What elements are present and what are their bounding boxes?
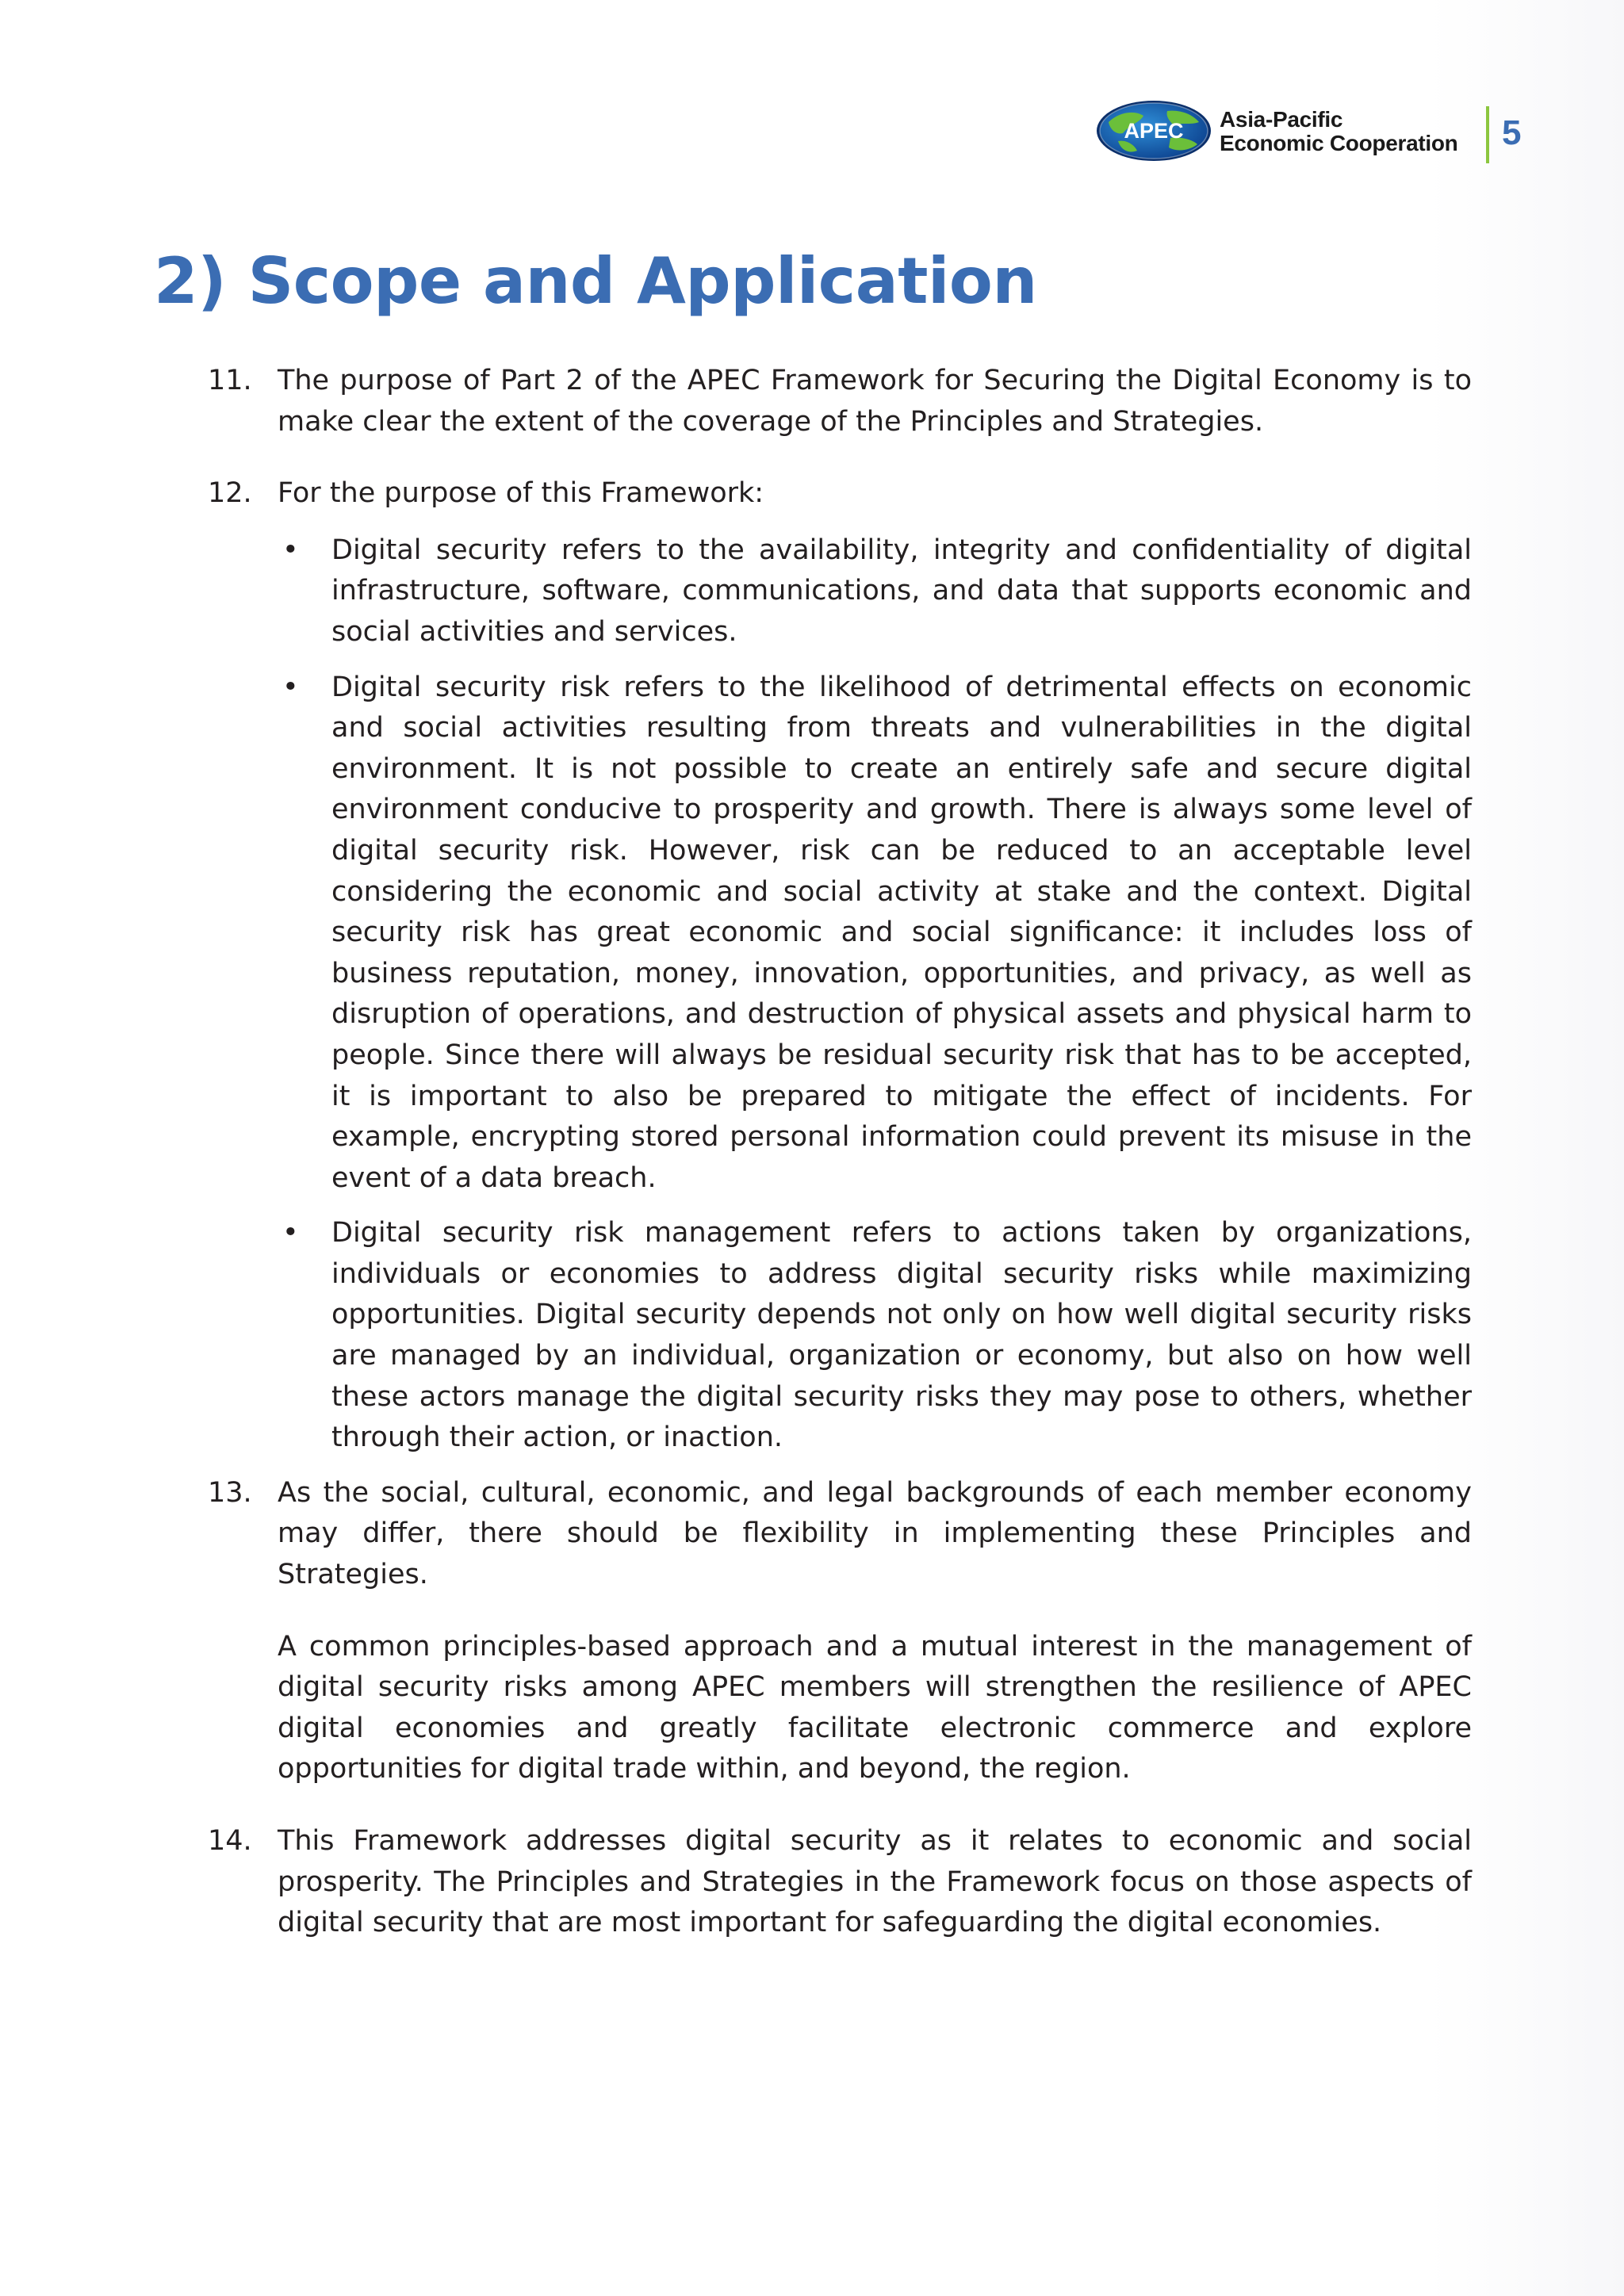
paragraph-text: The purpose of Part 2 of the APEC Framework for Securing the Digital Economy is to make clear the extent of the coverage of the Principles and Strategies.: [278, 365, 1472, 438]
paragraph-13: [208, 1473, 1472, 1596]
paragraph-number: 12.: [208, 477, 252, 510]
organization-name: [1220, 108, 1457, 155]
header-divider: [1486, 106, 1489, 163]
page-number: 5: [1502, 113, 1522, 152]
section-title: 2) Scope and Application: [154, 244, 1037, 318]
bullet-icon: •: [282, 671, 299, 703]
list-item: [278, 668, 1472, 1200]
list-item: [278, 530, 1472, 653]
page-header: [1094, 94, 1538, 173]
body-text: [208, 361, 1472, 1975]
paragraph-14: [208, 1821, 1472, 1944]
bullet-icon: •: [282, 534, 299, 566]
org-name-line2: Economic Cooperation: [1220, 131, 1458, 155]
bullet-icon: •: [282, 1217, 299, 1249]
paragraph-text: This Framework addresses digital security as it relates to economic and social prosperity. The Principles and Strategies in the Framework focus on those aspects of digital security that are most important for safeguarding the digital economies.: [278, 1825, 1472, 1939]
definitions-list: [278, 530, 1472, 1459]
paragraph-13-continuation: A common principles-based approach and a mutual interest in the management of digital security risks among APEC members will strengthen the resilience of APEC digital economies and greatly facilitate electronic commerce and explore opportunities for digital trade within, and beyond, the region.: [278, 1630, 1472, 1785]
paragraph-12: [208, 473, 1472, 515]
org-name-line1: Asia-Pacific: [1220, 107, 1343, 132]
paragraph-number: 11.: [208, 365, 252, 396]
list-item-text: Digital security risk refers to the likelihood of detrimental effects on economic and social activities resulting from threats and vulnerabilities in the digital environment. It is not possible to create an entirely safe and secure digital environment conducive to prosperity and growth. There is always some level of digital security risk. However, risk can be reduced to an acceptable level considering the economic and social activity at stake and the context. Digital security risk has great economic and social significance: it includes loss of business reputation, money, innovation, opportunities, and privacy, as well as disruption of operations, and destruction of physical assets and physical harm to people. Since there will always be residual security risk that has to be accepted, it is important to also be prepared to mitigate the effect of incidents. For example, encrypting stored personal information could prevent its misuse in the event of a data breach.: [331, 671, 1472, 1194]
paragraph-number: 13.: [208, 1476, 252, 1509]
globe-icon: [1094, 98, 1213, 163]
list-item-text: Digital security risk management refers to actions taken by organizations, individuals or economies to address digital security risks while maximizing opportunities. Digital security depends not only on how well digital security risks are managed by an individual, organization or economy, but also on how well these actors manage the digital security risks they may pose to others, whether through their action, or inaction.: [331, 1217, 1472, 1454]
paragraph-text: For the purpose of this Framework:: [278, 477, 764, 510]
svg-text:APEC: APEC: [1124, 119, 1184, 143]
paragraph-text: As the social, cultural, economic, and legal backgrounds of each member economy may differ, there should be flexibility in implementing these Principles and Strategies.: [278, 1476, 1472, 1591]
list-item-text: Digital security refers to the availability, integrity and confidentiality of digital infrastructure, software, communications, and data that supports economic and social activities and services.: [331, 534, 1472, 648]
list-item: [278, 1213, 1472, 1459]
apec-logo: [1094, 98, 1213, 163]
paragraph-11: [208, 361, 1472, 442]
paragraph-number: 14.: [208, 1825, 252, 1857]
